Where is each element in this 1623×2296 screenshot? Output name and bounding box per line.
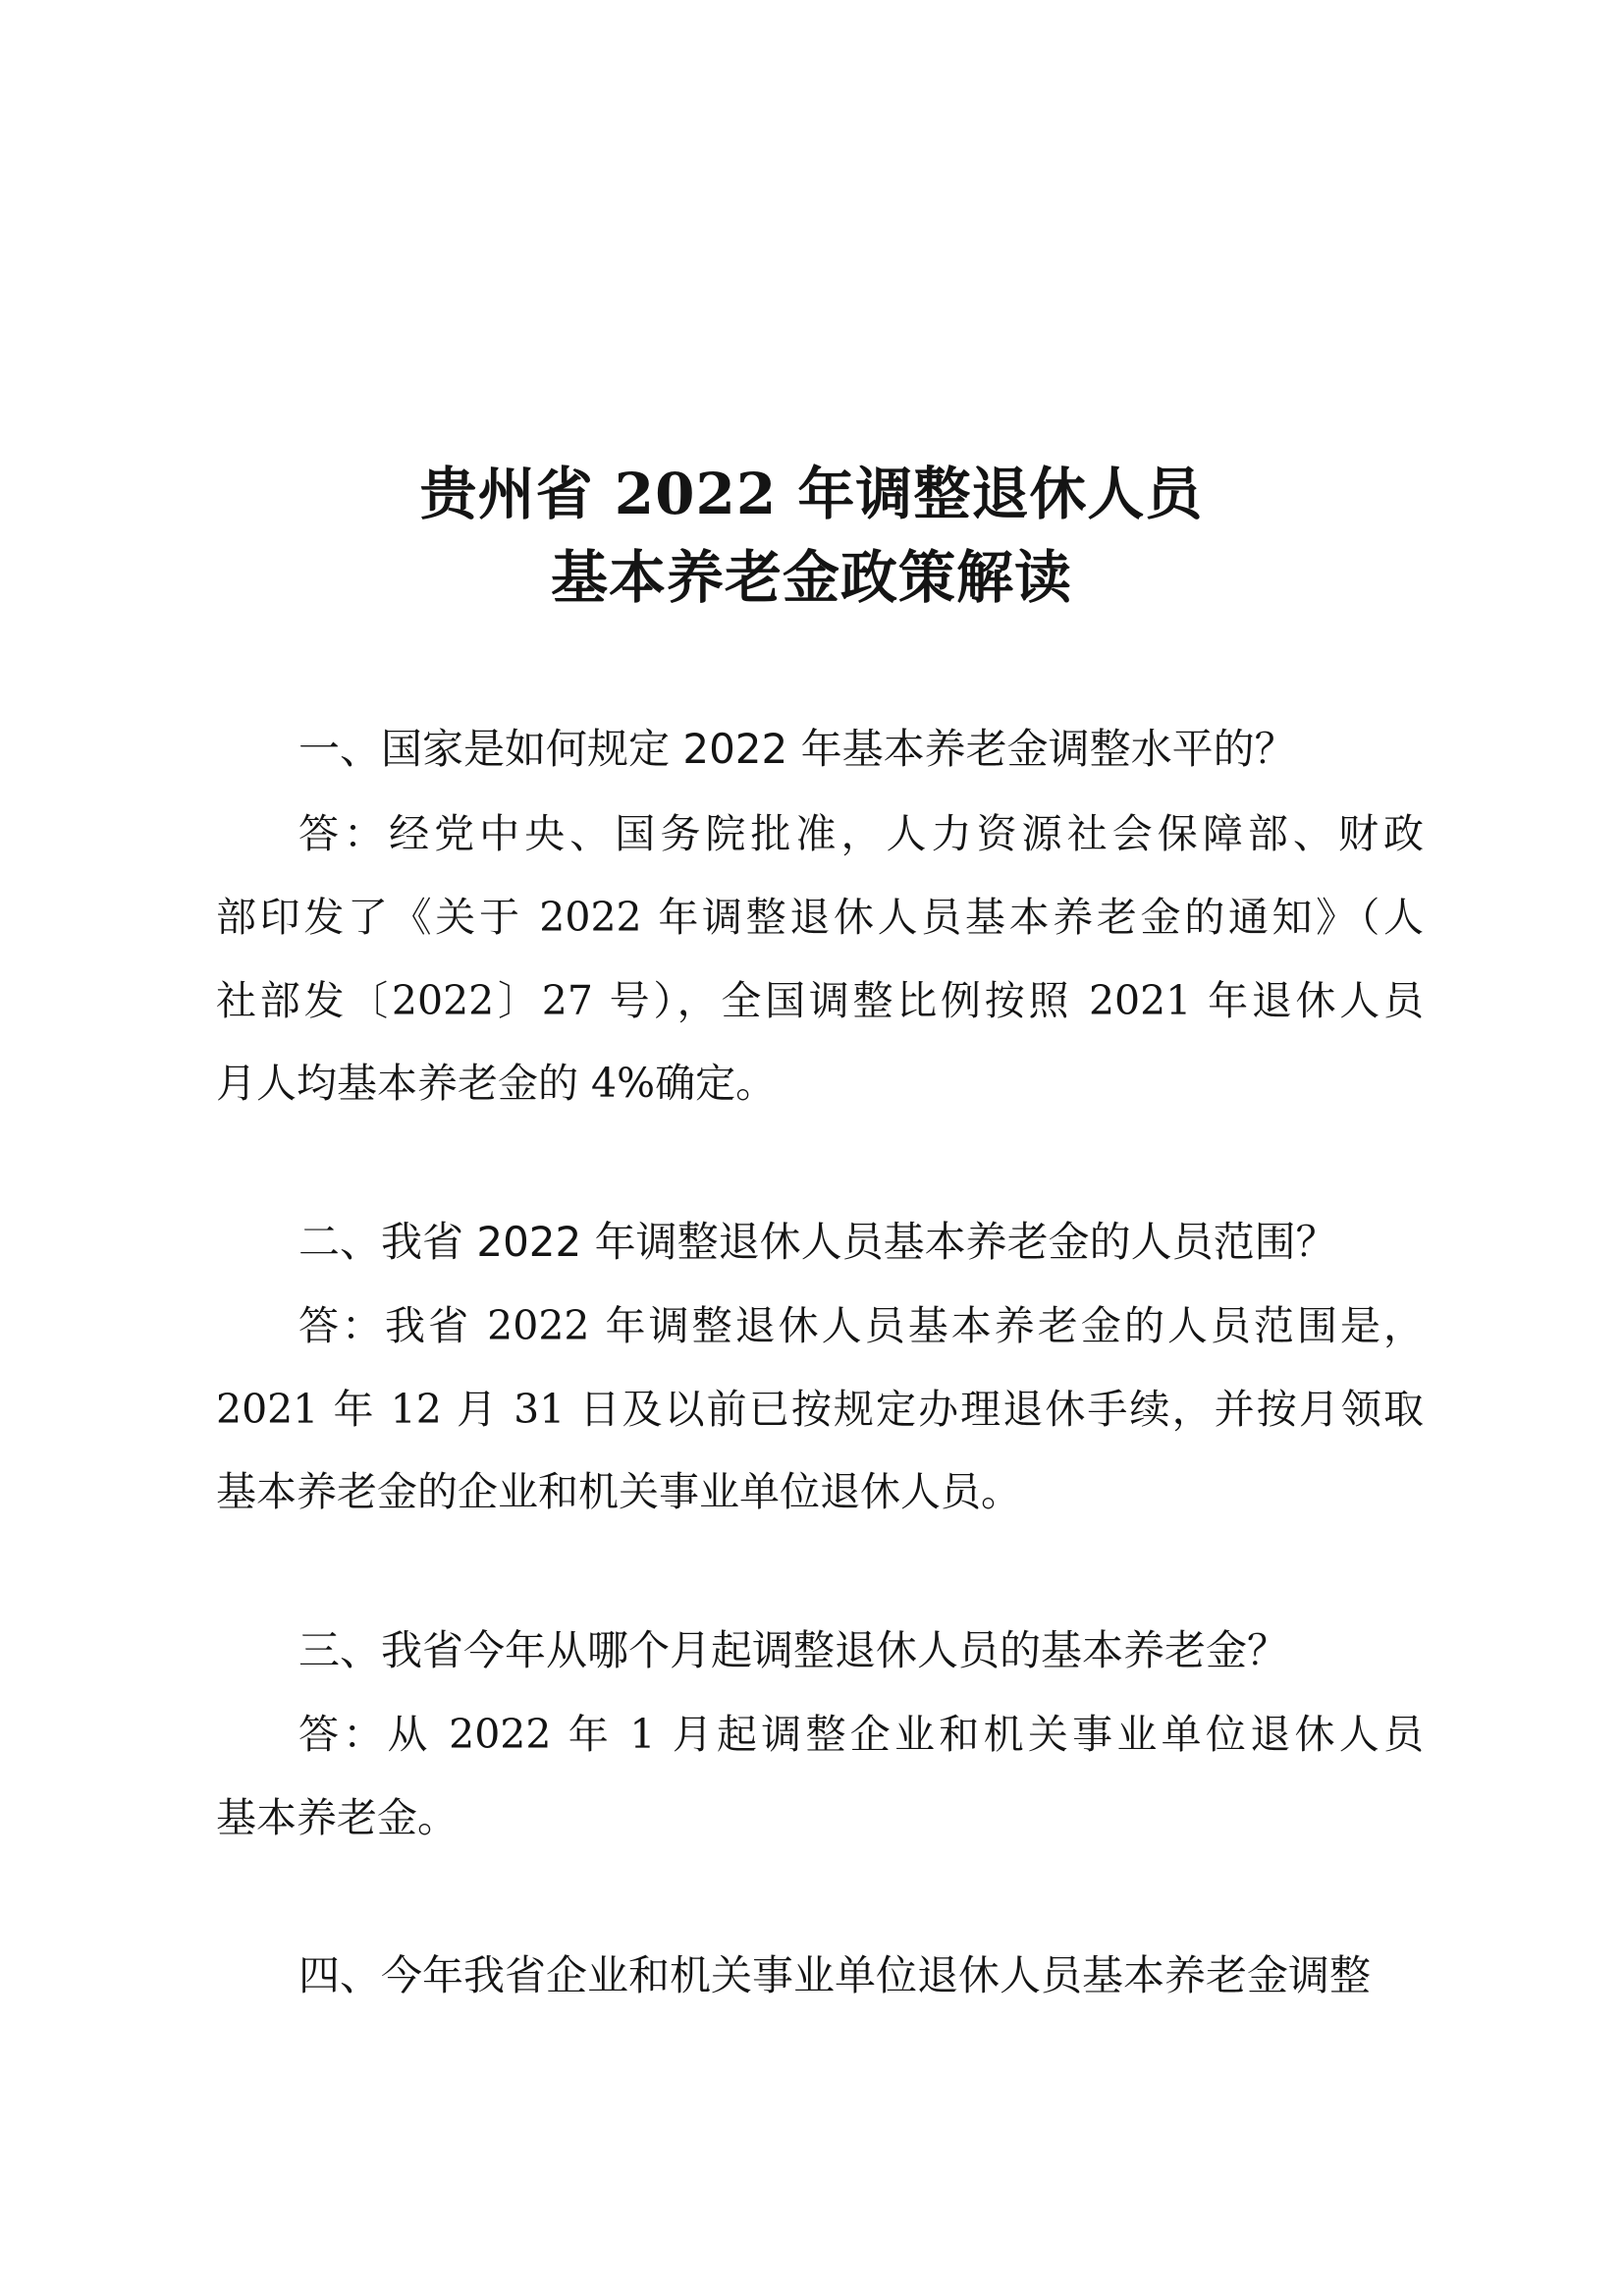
section-3-question: 三、我省今年从哪个月起调整退休人员的基本养老金？ [298,1626,1289,1674]
document-title-line-2: 基本养老金政策解读 [550,544,1072,611]
section-2-question: 二、我省 2022 年调整退休人员基本养老金的人员范围？ [298,1218,1337,1266]
section-2-answer-line-3: 基本养老金的企业和机关事业单位退休人员。 [216,1468,1021,1515]
section-1-answer-line-2: 部印发了《关于 2022 年调整退休人员基本养老金的通知》（人 [216,894,1424,941]
section-1-answer-line-3: 社部发〔2022〕27 号），全国调整比例按照 2021 年退休人员 [216,977,1424,1024]
section-3-answer-line-2: 基本养老金。 [216,1794,458,1841]
section-1-question: 一、国家是如何规定 2022 年基本养老金调整水平的？ [298,725,1296,773]
section-2-answer-line-2: 2021 年 12 月 31 日及以前已按规定办理退休手续，并按月领取 [216,1386,1424,1433]
section-1-answer-line-4: 月人均基本养老金的 4%确定。 [216,1060,777,1107]
section-1-answer-line-1: 答：经党中央、国务院批准，人力资源社会保障部、财政 [298,810,1424,857]
document-title-line-1: 贵州省 2022 年调整退休人员 [419,461,1204,527]
section-3-answer-line-1: 答：从 2022 年 1 月起调整企业和机关事业单位退休人员 [298,1711,1424,1758]
section-4-question: 四、今年我省企业和机关事业单位退休人员基本养老金调整 [298,1951,1372,1999]
section-2-answer-line-1: 答：我省 2022 年调整退休人员基本养老金的人员范围是， [298,1302,1424,1349]
